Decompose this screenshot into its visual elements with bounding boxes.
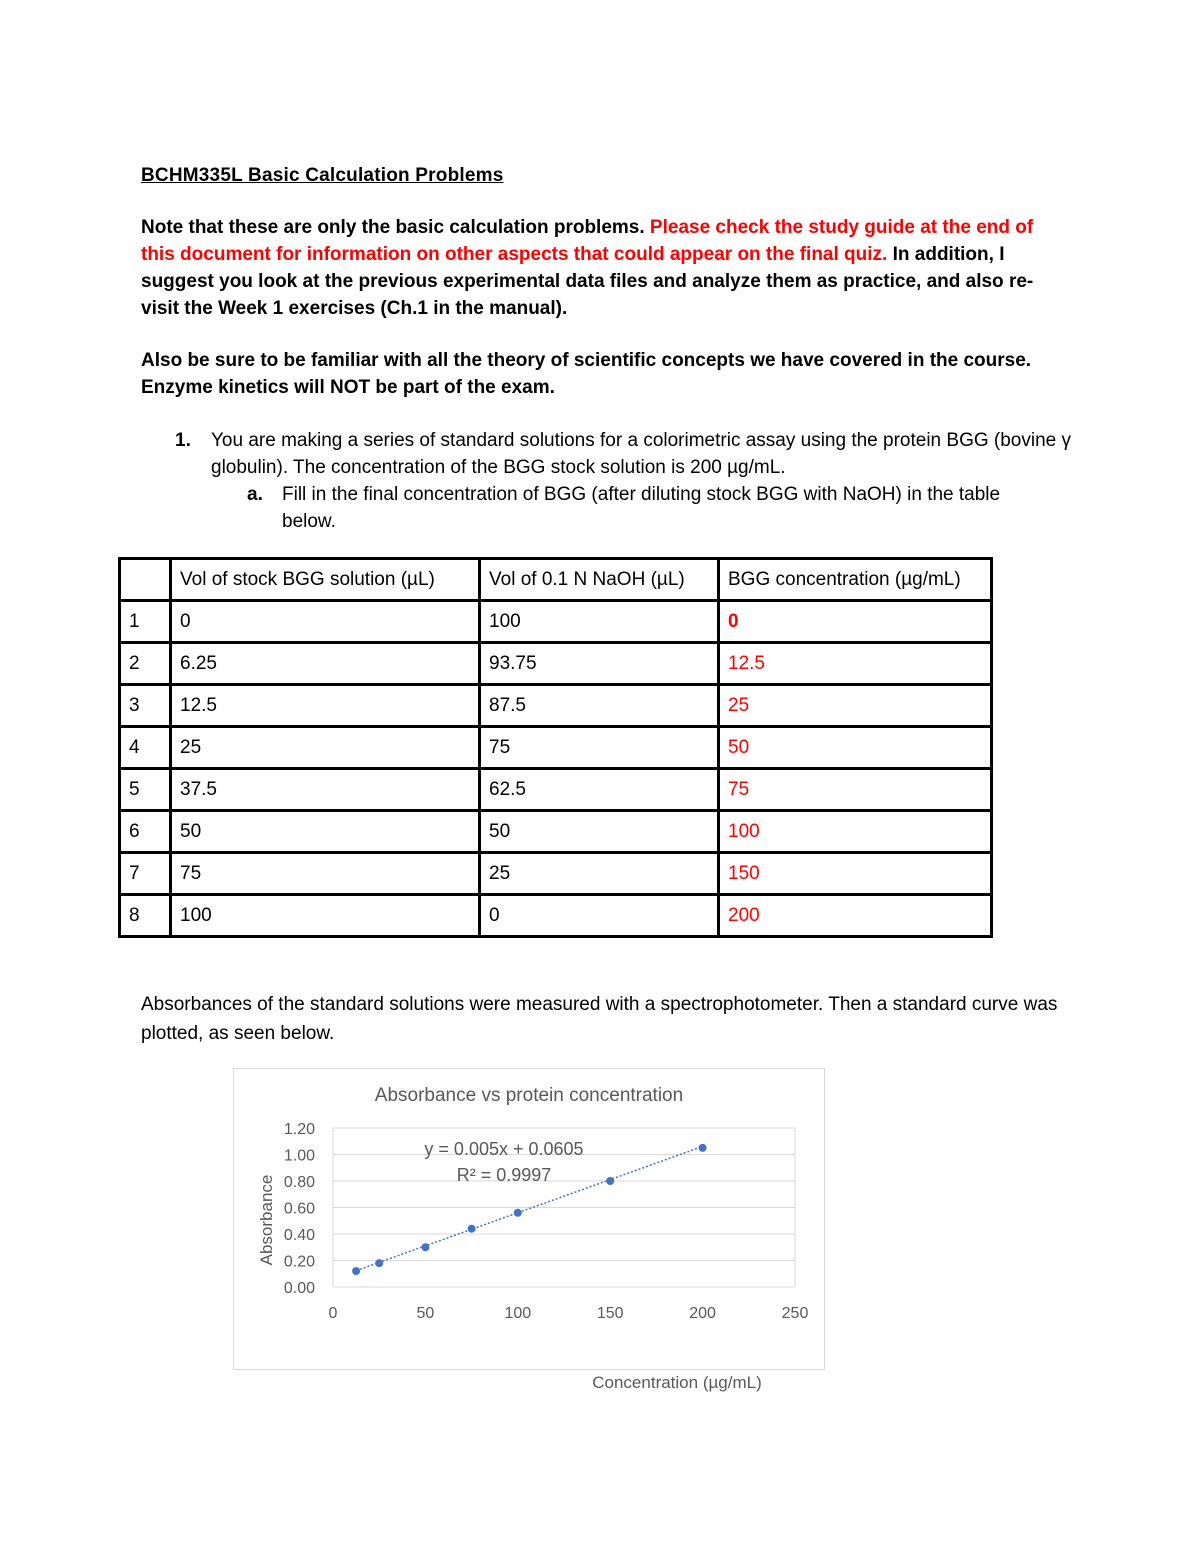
table-cell: 2 — [120, 643, 171, 685]
table-header-cell: Vol of stock BGG solution (µL) — [171, 559, 480, 601]
y-tick-label: 1.00 — [283, 1147, 315, 1165]
y-tick-label: 0.60 — [283, 1200, 315, 1218]
question-1a-text: Fill in the final concentration of BGG (after diluting stock BGG with NaOH) in the table below. — [282, 484, 1001, 532]
table-cell: 62.5 — [480, 769, 719, 811]
table-cell: 50 — [171, 811, 480, 853]
table-cell-answer: 25 — [719, 685, 992, 727]
x-axis-label: Concentration (µg/mL) — [592, 1373, 762, 1392]
table-cell: 6 — [120, 811, 171, 853]
trendline-r-squared: R² = 0.9997 — [456, 1165, 552, 1185]
question-1-number: 1. — [175, 430, 191, 451]
data-point — [514, 1209, 522, 1217]
table-cell: 1 — [120, 601, 171, 643]
table-row — [120, 895, 992, 937]
table-cell: 75 — [171, 853, 480, 895]
intro-text-1: Note that these are only the basic calculation problems. — [141, 217, 650, 238]
table-row — [120, 727, 992, 769]
y-axis-label: Absorbance — [257, 1174, 276, 1266]
x-tick-label: 0 — [328, 1305, 338, 1322]
table-cell-answer: 150 — [719, 853, 992, 895]
y-tick-label: 1.20 — [283, 1121, 315, 1138]
table-cell: 5 — [120, 769, 171, 811]
standard-curve-paragraph: Absorbances of the standard solutions were measured with a spectrophotometer. Then a standard curve was plotted, as seen below. — [141, 994, 1058, 1044]
table-cell: 0 — [480, 895, 719, 937]
table-row — [120, 853, 992, 895]
table-header-cell — [120, 559, 171, 601]
table-cell: 25 — [480, 853, 719, 895]
table-cell: 7 — [120, 853, 171, 895]
data-point — [606, 1177, 614, 1185]
y-tick-label: 0.80 — [283, 1174, 315, 1191]
data-point — [421, 1243, 429, 1251]
chart-svg — [234, 1069, 824, 1392]
table-cell: 0 — [171, 601, 480, 643]
table-cell: 100 — [480, 601, 719, 643]
table-cell: 75 — [480, 727, 719, 769]
dilution-table — [118, 557, 993, 938]
table-cell-answer: 75 — [719, 769, 992, 811]
question-1a-label: a. — [247, 484, 263, 505]
table-header-cell: BGG concentration (µg/mL) — [719, 559, 992, 601]
trendline-equation: y = 0.005x + 0.0605 — [424, 1139, 584, 1159]
intro-text-red: Please check the study guide at the end of this document for information on other aspects that could appear on the final quiz. — [141, 217, 1034, 265]
table-cell-answer: 100 — [719, 811, 992, 853]
table-row — [120, 769, 992, 811]
table-cell: 3 — [120, 685, 171, 727]
table-row — [120, 601, 992, 643]
y-tick-label: 0.00 — [283, 1280, 315, 1297]
table-cell-answer: 0 — [719, 601, 992, 643]
table-cell: 50 — [480, 811, 719, 853]
x-tick-label: 50 — [416, 1305, 435, 1322]
standard-curve-chart — [233, 1068, 825, 1392]
chart-title: Absorbance vs protein concentration — [374, 1085, 684, 1106]
x-tick-label: 200 — [689, 1305, 716, 1322]
table-cell: 4 — [120, 727, 171, 769]
table-cell: 37.5 — [171, 769, 480, 811]
question-1-text: You are making a series of standard solutions for a colorimetric assay using the protein BGG (bovine γ globulin). The concentration of the BGG stock solution is 200 µg/mL. — [211, 430, 1072, 478]
table-cell: 93.75 — [480, 643, 719, 685]
y-tick-label: 0.20 — [283, 1253, 315, 1271]
data-point — [699, 1144, 707, 1152]
table-cell: 12.5 — [171, 685, 480, 727]
table-cell-answer: 200 — [719, 895, 992, 937]
x-tick-label: 100 — [504, 1305, 532, 1322]
table-cell: 100 — [171, 895, 480, 937]
table-cell: 8 — [120, 895, 171, 937]
intro-text-2: In addition, I suggest you look at the previous experimental data files and analyze them as practice, and also re-visit the Week 1 exercises (Ch.1 in the manual). — [141, 244, 1034, 319]
table-header-cell: Vol of 0.1 N NaOH (µL) — [480, 559, 719, 601]
table-row — [120, 811, 992, 853]
exam-note-paragraph: Also be sure to be familiar with all the theory of scientific concepts we have covered in the course. Enzyme kinetics will NOT be part of the exam. — [141, 350, 1032, 398]
table-cell: 87.5 — [480, 685, 719, 727]
intro-paragraph — [141, 214, 1051, 322]
data-point — [352, 1267, 360, 1275]
table-cell-answer: 50 — [719, 727, 992, 769]
y-tick-label: 0.40 — [283, 1227, 315, 1244]
x-tick-label: 250 — [781, 1305, 809, 1322]
table-cell: 6.25 — [171, 643, 480, 685]
table-row — [120, 643, 992, 685]
x-tick-label: 150 — [596, 1305, 624, 1322]
document-title: BCHM335L Basic Calculation Problems — [141, 165, 504, 186]
table-cell: 25 — [171, 727, 480, 769]
table-cell-answer: 12.5 — [719, 643, 992, 685]
data-point — [468, 1225, 476, 1233]
table-row — [120, 685, 992, 727]
data-point — [375, 1259, 383, 1267]
table-header-row — [120, 559, 992, 601]
